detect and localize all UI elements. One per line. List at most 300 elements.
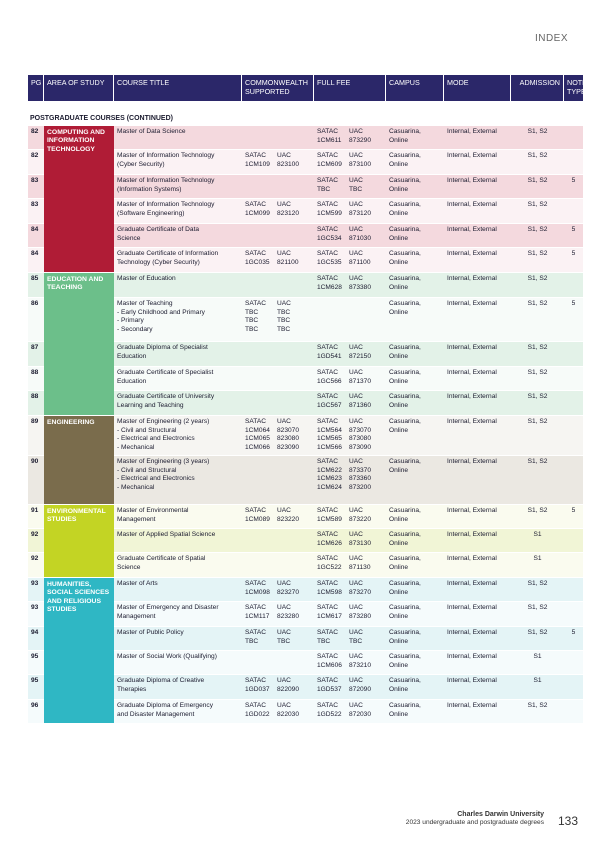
fee-code: SATAC: [317, 507, 339, 514]
course-title-line: Master of Information Technology: [117, 152, 215, 159]
fee-code: 1GD541: [317, 352, 342, 360]
commonwealth-codes: [242, 700, 314, 724]
campus: Casuarina, Online: [389, 177, 421, 193]
course-title-line: - Primary: [117, 317, 144, 325]
fee-code: SATAC: [317, 604, 339, 611]
admission: S1, S2: [527, 275, 548, 282]
cw-pair: [245, 317, 311, 326]
fee-code: 1GC535: [317, 258, 342, 266]
fee-code: 1GC567: [317, 401, 342, 409]
campus: Casuarina, Online: [389, 201, 421, 217]
fee-code: 1CM611: [317, 136, 342, 144]
fee-pair: [317, 711, 383, 720]
fee-code: 872150: [349, 352, 372, 360]
course-title-line: Technology (Cyber Security): [117, 258, 200, 266]
fee-code: 1CM622: [317, 466, 342, 474]
note-type: [564, 529, 583, 553]
note-type: [564, 553, 583, 578]
fee-pair: [317, 378, 383, 387]
cw-code: TBC: [245, 308, 259, 316]
admission: S1, S2: [527, 152, 548, 159]
campus: Casuarina, Online: [389, 393, 421, 409]
campus: Casuarina, Online: [389, 369, 421, 385]
mode: Internal, External: [447, 702, 497, 709]
course-title-line: (Software Engineering): [117, 209, 185, 217]
course-title: [114, 391, 242, 416]
cw-code: 822030: [277, 710, 300, 718]
course-title-line: Master of Data Science: [117, 128, 186, 135]
course-title: [114, 224, 242, 248]
commonwealth-codes: [242, 248, 314, 273]
fee-code: UAC: [349, 393, 363, 400]
fullfee-codes: [314, 224, 386, 248]
course-title-line: Science: [117, 563, 141, 571]
section-title: POSTGRADUATE COURSES (CONTINUED): [30, 115, 173, 122]
note-type: [564, 199, 583, 224]
fee-code: SATAC: [317, 152, 339, 159]
fee-code: 1CM589: [317, 515, 342, 523]
course-title: [114, 675, 242, 700]
course-title-line: Master of Information Technology: [117, 201, 215, 208]
fullfee-codes: [314, 391, 386, 416]
course-title: [114, 700, 242, 724]
cw-code: TBC: [245, 326, 259, 334]
cw-pair: [245, 161, 311, 170]
admission: S1, S2: [527, 201, 548, 208]
cw-code: 823090: [277, 444, 300, 452]
fee-code: 873070: [349, 426, 372, 434]
fullfee-codes: [314, 342, 386, 367]
commonwealth-codes: [242, 602, 314, 627]
fullfee-codes: [314, 456, 386, 505]
fee-code: UAC: [349, 177, 363, 184]
cw-code: UAC: [277, 702, 291, 709]
page-ref: 95: [31, 677, 39, 684]
page-ref: 91: [31, 507, 39, 514]
commonwealth-codes: [242, 199, 314, 224]
fee-code: SATAC: [317, 344, 339, 351]
commonwealth-codes: [242, 175, 314, 199]
area-band: COMPUTING AND INFORMATION TECHNOLOGY: [44, 126, 114, 272]
fee-pair: [317, 128, 383, 137]
course-title-line: Master of Environmental: [117, 507, 189, 514]
page-ref: 93: [31, 580, 39, 587]
fee-pair: [317, 531, 383, 540]
course-title-line: (Cyber Security): [117, 160, 165, 168]
fee-pair: [317, 137, 383, 146]
col-note: NOTE TYPE: [567, 78, 587, 96]
fee-pair: [317, 402, 383, 411]
course-title: [114, 602, 242, 627]
page-ref: 86: [31, 300, 39, 307]
course-title-line: Master of Emergency and Disaster: [117, 604, 219, 611]
page-ref: 90: [31, 458, 39, 465]
admission: S1, S2: [527, 629, 548, 636]
cw-code: SATAC: [245, 629, 267, 636]
fee-pair: [317, 344, 383, 353]
admission: S1, S2: [527, 580, 548, 587]
col-campus: CAMPUS: [386, 75, 444, 101]
course-title: [114, 529, 242, 553]
mode: Internal, External: [447, 604, 497, 611]
fee-code: UAC: [349, 201, 363, 208]
fee-code: 873080: [349, 435, 372, 443]
cw-code: 823280: [277, 612, 300, 620]
admission: S1, S2: [527, 369, 548, 376]
cw-code: UAC: [277, 507, 291, 514]
fee-pair: [317, 604, 383, 613]
campus: Casuarina, Online: [389, 555, 421, 571]
fee-code: 1CM599: [317, 209, 342, 217]
fee-pair: [317, 555, 383, 564]
fee-pair: [317, 284, 383, 293]
fee-pair: [317, 564, 383, 573]
fullfee-codes: [314, 505, 386, 529]
course-title: [114, 298, 242, 342]
note-type: [564, 342, 583, 367]
course-title-line: (Information Systems): [117, 185, 182, 193]
commonwealth-codes: [242, 391, 314, 416]
fee-code: UAC: [349, 226, 363, 233]
fee-pair: [317, 161, 383, 170]
page-label: INDEX: [534, 33, 568, 44]
cw-pair: [245, 309, 311, 318]
mode: Internal, External: [447, 369, 497, 376]
mode: Internal, External: [447, 201, 497, 208]
fee-pair: [317, 484, 383, 493]
fee-code: TBC: [349, 185, 363, 193]
cw-code: 821100: [277, 258, 299, 266]
course-title-line: Master of Social Work (Qualifying): [117, 653, 217, 660]
fee-pair: [317, 613, 383, 622]
cw-code: SATAC: [245, 580, 267, 587]
fee-pair: [317, 662, 383, 671]
cw-code: SATAC: [245, 418, 267, 425]
cw-code: 1CM099: [245, 209, 270, 217]
fee-code: SATAC: [317, 250, 339, 257]
course-title: [114, 175, 242, 199]
cw-code: 823080: [277, 435, 300, 443]
mode: Internal, External: [447, 458, 497, 465]
admission: S1, S2: [527, 226, 548, 233]
cw-code: UAC: [277, 250, 291, 257]
fee-code: 871370: [349, 377, 372, 385]
admission: S1, S2: [527, 300, 548, 307]
fee-code: 873380: [349, 283, 372, 291]
fee-pair: [317, 516, 383, 525]
fee-code: 871030: [349, 234, 372, 242]
cw-code: 822090: [277, 685, 300, 693]
cw-pair: [245, 300, 311, 309]
course-title-line: Master of Engineering (3 years): [117, 458, 210, 465]
course-title: [114, 553, 242, 578]
cw-pair: [245, 686, 311, 695]
course-title-line: Graduate Certificate of University: [117, 393, 215, 400]
note-type: 5: [571, 300, 576, 307]
fee-pair: [317, 259, 383, 268]
fullfee-codes: [314, 578, 386, 602]
fee-code: UAC: [349, 580, 363, 587]
course-title-line: Master of Teaching: [117, 300, 173, 307]
cw-pair: [245, 152, 311, 161]
fee-pair: [317, 353, 383, 362]
course-title-line: Learning and Teaching: [117, 401, 184, 409]
admission: S1, S2: [527, 418, 548, 425]
fullfee-codes: [314, 175, 386, 199]
campus: Casuarina, Online: [389, 226, 421, 242]
fee-code: SATAC: [317, 702, 339, 709]
admission: S1, S2: [527, 344, 548, 351]
cw-code: SATAC: [245, 604, 267, 611]
fee-code: SATAC: [317, 418, 339, 425]
fee-code: 872030: [349, 710, 372, 718]
course-title: [114, 505, 242, 529]
course-title-line: Graduate Diploma of Creative: [117, 677, 205, 684]
course-title: [114, 126, 242, 150]
fee-code: SATAC: [317, 555, 339, 562]
col-mode: MODE: [444, 75, 511, 101]
fee-code: TBC: [317, 637, 331, 645]
course-title-line: Master of Education: [117, 275, 176, 282]
fee-code: 873210: [349, 661, 372, 669]
cw-pair: [245, 427, 311, 436]
fullfee-codes: [314, 298, 386, 342]
cw-code: UAC: [277, 418, 291, 425]
course-title: [114, 651, 242, 675]
course-title-line: Graduate Certificate of Information: [117, 250, 219, 257]
cw-code: 823270: [277, 588, 300, 596]
fee-code: 1CM624: [317, 484, 342, 492]
note-type: 5: [571, 250, 576, 257]
cw-code: 1CM065: [245, 435, 270, 443]
fee-pair: [317, 444, 383, 453]
admission: S1, S2: [527, 604, 548, 611]
commonwealth-codes: [242, 529, 314, 553]
footer-sub: 2023 undergraduate and postgraduate degrees: [405, 819, 544, 827]
cw-pair: [245, 604, 311, 613]
cw-code: SATAC: [245, 250, 267, 257]
cw-code: UAC: [277, 201, 291, 208]
course-title: [114, 342, 242, 367]
commonwealth-codes: [242, 675, 314, 700]
note-type: 5: [571, 629, 576, 636]
commonwealth-codes: [242, 553, 314, 578]
cw-pair: [245, 250, 311, 259]
admission: S1: [533, 653, 542, 660]
commonwealth-codes: [242, 298, 314, 342]
campus: Casuarina, Online: [389, 152, 421, 168]
fee-code: 1CM565: [317, 435, 342, 443]
admission: S1, S2: [527, 393, 548, 400]
course-title-line: - Secondary: [117, 326, 153, 334]
cw-code: SATAC: [245, 677, 267, 684]
mode: Internal, External: [447, 300, 497, 307]
mode: Internal, External: [447, 507, 497, 514]
cw-code: SATAC: [245, 702, 267, 709]
fee-code: 1GD522: [317, 710, 342, 718]
fee-pair: [317, 458, 383, 467]
fullfee-codes: [314, 248, 386, 273]
note-type: [564, 675, 583, 700]
cw-code: 1CM098: [245, 588, 270, 596]
cw-pair: [245, 507, 311, 516]
cw-code: 823120: [277, 209, 300, 217]
area-band: ENVIRONMENTAL STUDIES: [44, 505, 114, 577]
campus: Casuarina, Online: [389, 629, 421, 645]
commonwealth-codes: [242, 627, 314, 651]
cw-code: 1GD022: [245, 710, 270, 718]
note-type: [564, 126, 583, 150]
admission: S1, S2: [527, 702, 548, 709]
cw-code: UAC: [277, 629, 291, 636]
cw-code: 1GD037: [245, 685, 270, 693]
cw-code: UAC: [277, 604, 291, 611]
fee-code: SATAC: [317, 677, 339, 684]
course-title-line: - Electrical and Electronics: [117, 435, 195, 443]
cw-code: TBC: [245, 317, 259, 325]
fee-code: UAC: [349, 677, 363, 684]
course-title-line: Graduate Certificate of Spatial: [117, 555, 206, 562]
fee-code: 872090: [349, 685, 372, 693]
fullfee-codes: [314, 529, 386, 553]
course-title-line: Graduate Diploma of Specialist: [117, 344, 208, 351]
fee-pair: [317, 275, 383, 284]
admission: S1: [533, 677, 542, 684]
fee-code: UAC: [349, 604, 363, 611]
mode: Internal, External: [447, 580, 497, 587]
col-area: AREA OF STUDY: [44, 75, 114, 101]
course-title: [114, 248, 242, 273]
fee-code: 873120: [349, 209, 372, 217]
fee-code: UAC: [349, 344, 363, 351]
mode: Internal, External: [447, 275, 497, 282]
fee-code: 873090: [349, 444, 372, 452]
campus: Casuarina, Online: [389, 128, 421, 144]
footer: [406, 810, 544, 828]
commonwealth-codes: [242, 416, 314, 456]
cw-code: 1CM064: [245, 426, 270, 434]
page-ref: 82: [31, 152, 39, 159]
campus: Casuarina, Online: [389, 604, 421, 620]
page-ref: 95: [31, 653, 39, 660]
fee-code: SATAC: [317, 128, 339, 135]
mode: Internal, External: [447, 531, 497, 538]
cw-code: TBC: [277, 326, 291, 334]
fee-code: 1CM564: [317, 426, 342, 434]
fee-code: 1CM606: [317, 661, 342, 669]
commonwealth-codes: [242, 578, 314, 602]
admission: S1, S2: [527, 128, 548, 135]
cw-pair: [245, 677, 311, 686]
col-title: COURSE TITLE: [114, 75, 242, 101]
fee-code: 873100: [349, 160, 372, 168]
note-type: 5: [571, 507, 576, 514]
note-type: [564, 150, 583, 175]
course-title: [114, 199, 242, 224]
fee-pair: [317, 427, 383, 436]
fullfee-codes: [314, 627, 386, 651]
course-title: [114, 273, 242, 298]
fee-pair: [317, 250, 383, 259]
fee-code: UAC: [349, 152, 363, 159]
fee-pair: [317, 702, 383, 711]
cw-code: TBC: [277, 317, 291, 325]
fee-pair: [317, 369, 383, 378]
fee-code: 873280: [349, 612, 372, 620]
course-title-line: Master of Information Technology: [117, 177, 215, 184]
fee-code: SATAC: [317, 275, 339, 282]
admission: S1: [533, 555, 542, 562]
page-ref: 94: [31, 629, 39, 636]
commonwealth-codes: [242, 505, 314, 529]
course-title-line: - Electrical and Electronics: [117, 475, 195, 483]
course-title: [114, 456, 242, 505]
cw-pair: [245, 444, 311, 453]
page-ref: 84: [31, 226, 39, 233]
page-ref: 89: [31, 418, 39, 425]
fee-code: SATAC: [317, 653, 339, 660]
fee-code: 1CM598: [317, 588, 342, 596]
fee-code: 873130: [349, 539, 372, 547]
page-number: 133: [557, 814, 578, 828]
fee-pair: [317, 418, 383, 427]
col-fullfee: FULL FEE: [314, 75, 386, 101]
fullfee-codes: [314, 675, 386, 700]
course-title-line: Master of Public Policy: [117, 629, 184, 636]
course-title: [114, 578, 242, 602]
commonwealth-codes: [242, 126, 314, 150]
page-ref: 88: [31, 369, 39, 376]
cw-pair: [245, 629, 311, 638]
fee-pair: [317, 226, 383, 235]
fee-code: 873290: [349, 136, 372, 144]
fee-code: SATAC: [317, 226, 339, 233]
campus: Casuarina, Online: [389, 300, 421, 316]
fee-code: 871100: [349, 258, 371, 266]
area-band: ENGINEERING: [44, 416, 114, 504]
fee-pair: [317, 201, 383, 210]
fee-code: SATAC: [317, 201, 339, 208]
cw-pair: [245, 580, 311, 589]
note-type: [564, 391, 583, 416]
cw-code: 823220: [277, 515, 300, 523]
cw-code: UAC: [277, 300, 291, 307]
fee-pair: [317, 235, 383, 244]
fee-pair: [317, 638, 383, 647]
col-commonwealth: COMMONWEALTH SUPPORTED: [242, 75, 314, 101]
note-type: [564, 602, 583, 627]
page-ref: 83: [31, 177, 39, 184]
fee-code: SATAC: [317, 580, 339, 587]
cw-pair: [245, 210, 311, 219]
cw-code: SATAC: [245, 300, 267, 307]
fee-pair: [317, 507, 383, 516]
fullfee-codes: [314, 602, 386, 627]
campus: Casuarina, Online: [389, 418, 421, 434]
fee-code: SATAC: [317, 458, 339, 465]
course-title-line: and Disaster Management: [117, 710, 195, 718]
campus: Casuarina, Online: [389, 250, 421, 266]
course-title-line: - Civil and Structural: [117, 426, 177, 434]
fee-code: 1CM617: [317, 612, 342, 620]
course-title: [114, 416, 242, 456]
fee-pair: [317, 177, 383, 186]
fee-code: 1CM623: [317, 475, 342, 483]
campus: Casuarina, Online: [389, 344, 421, 360]
fullfee-codes: [314, 553, 386, 578]
page-ref: 83: [31, 201, 39, 208]
commonwealth-codes: [242, 456, 314, 505]
